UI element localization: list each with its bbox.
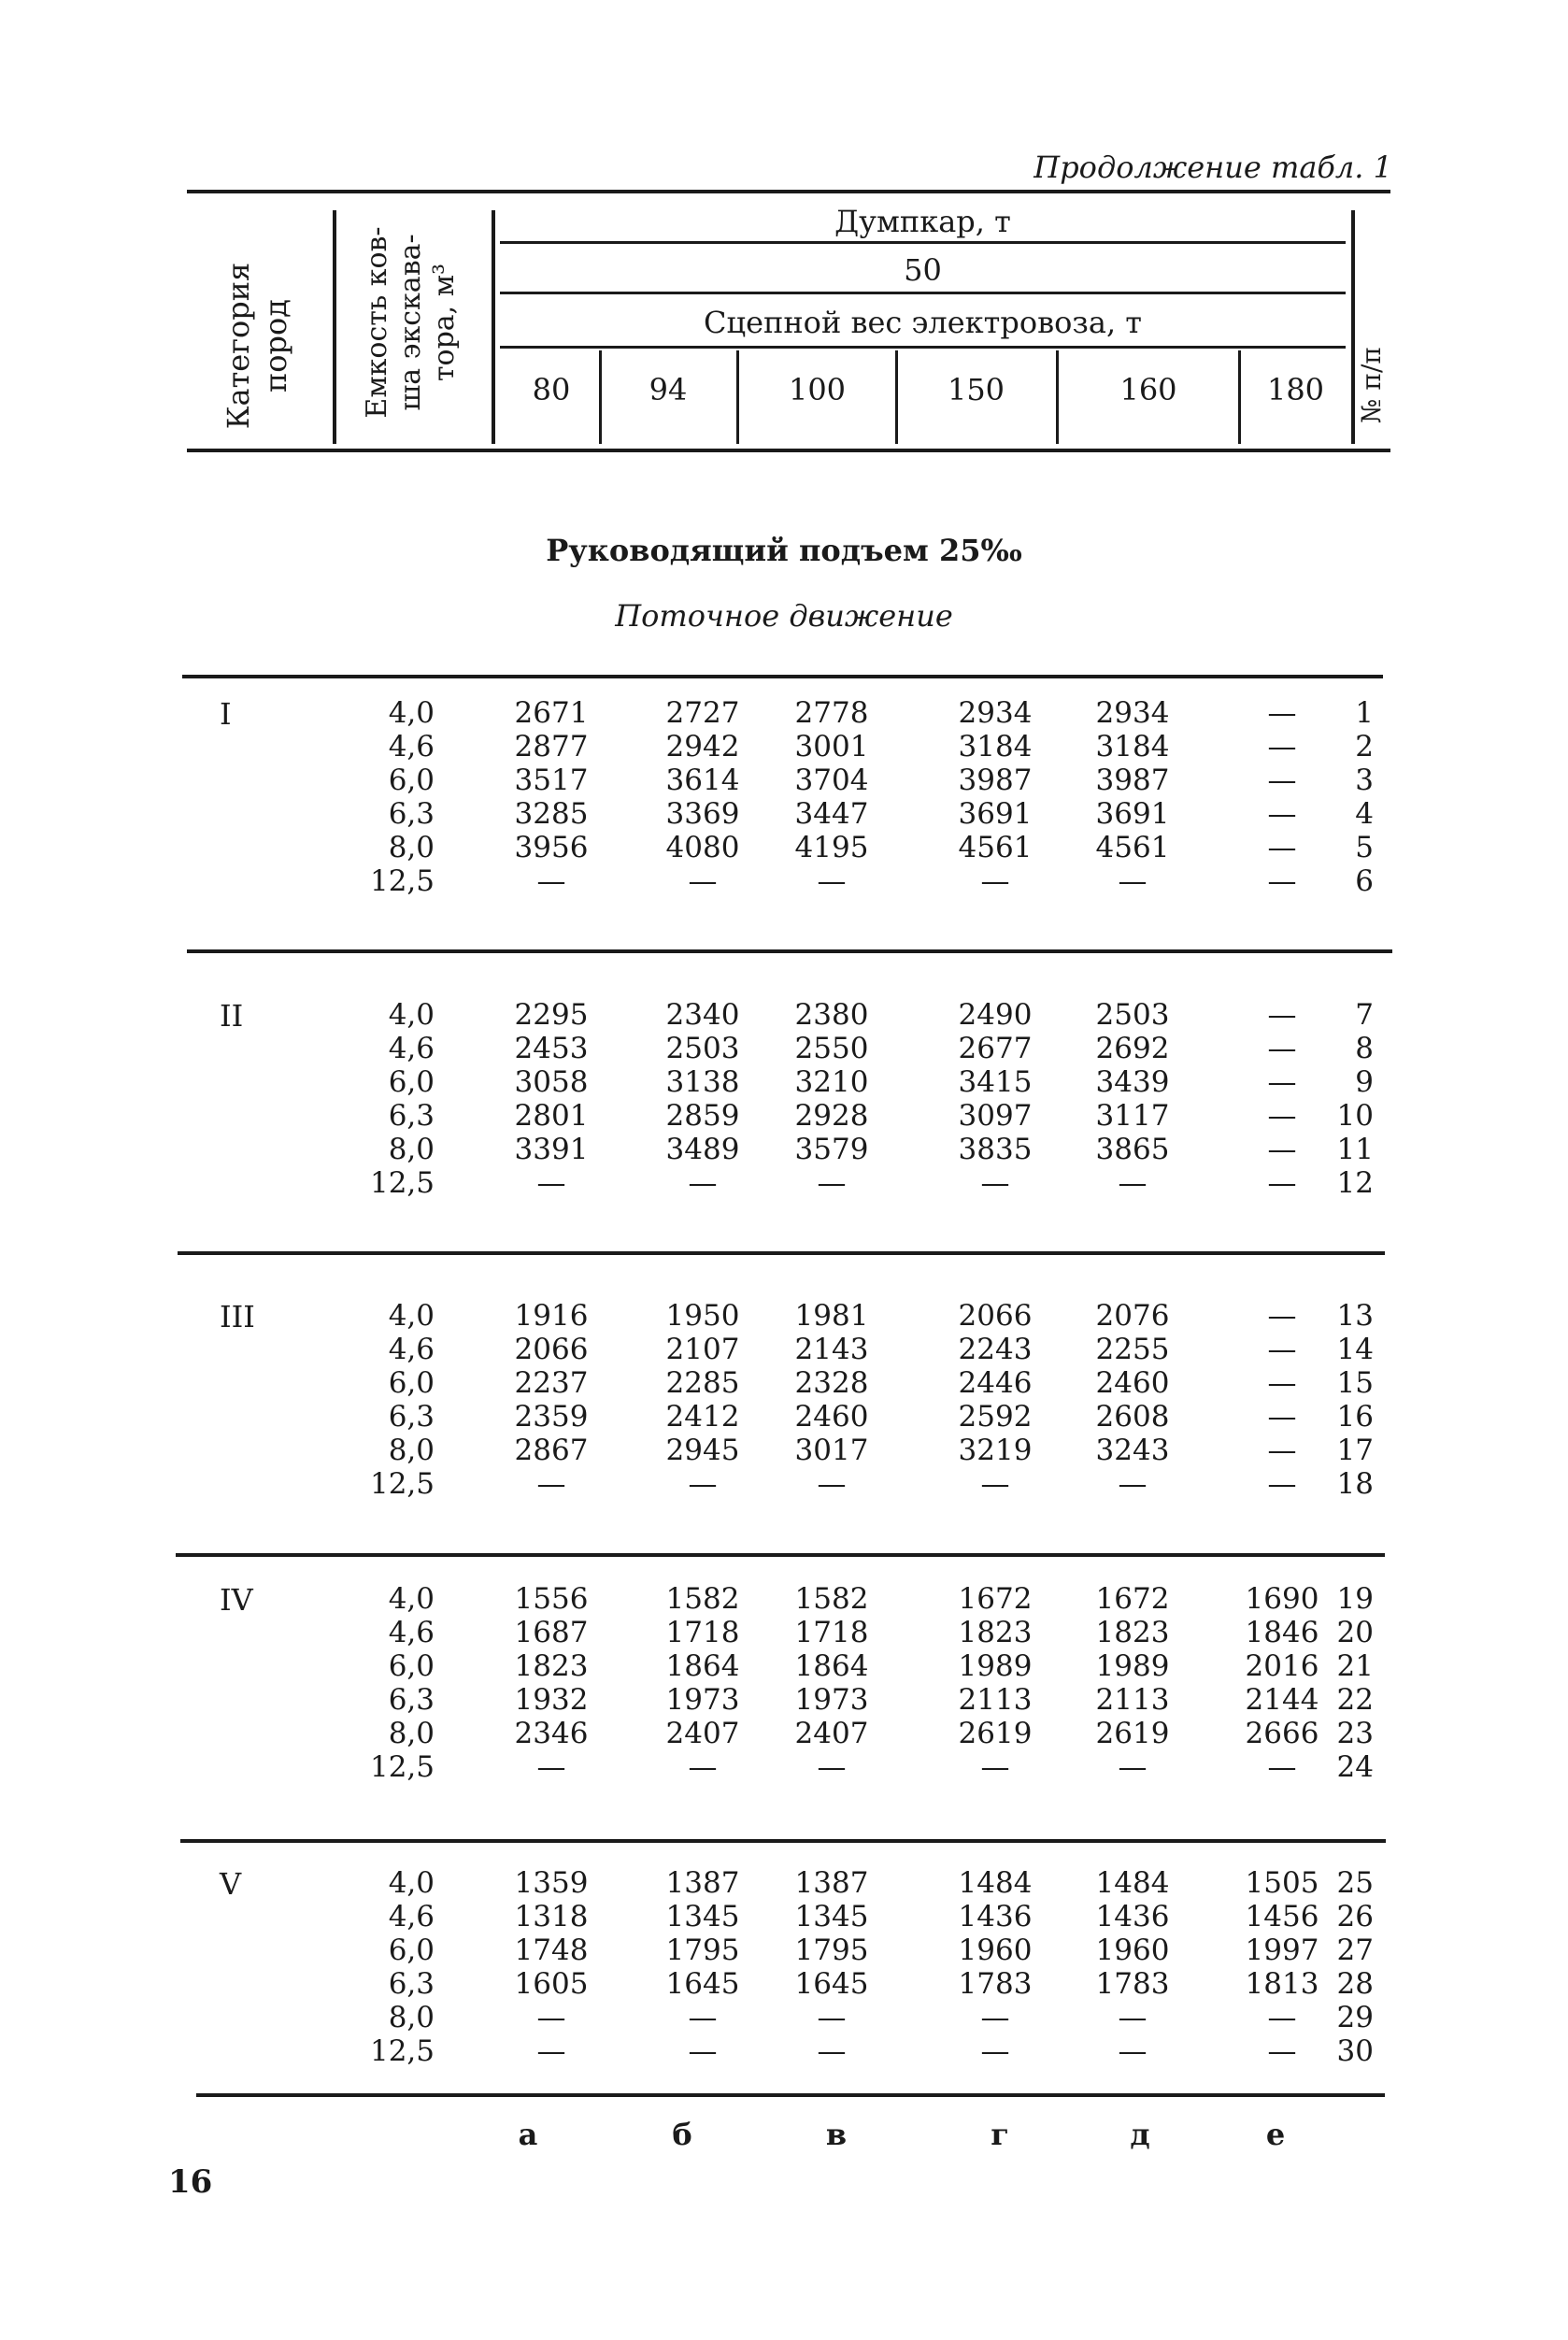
row-number: 9 (1355, 1065, 1374, 1099)
section-title: Руководящий подъем 25‰ (546, 533, 1022, 568)
table-cell: — (1118, 864, 1147, 898)
table-cell: 1672 (958, 1582, 1033, 1616)
table-cell: — (1267, 2034, 1297, 2068)
table-cell: — (1267, 1750, 1297, 1784)
weight-divider (599, 350, 602, 444)
table-cell: — (1267, 1366, 1297, 1400)
table-cell: 3614 (665, 763, 740, 797)
weight-divider (1056, 350, 1059, 444)
table-cell: — (536, 2034, 566, 2068)
weight-divider (895, 350, 898, 444)
table-cell: 3285 (514, 797, 589, 831)
table-cell: 1556 (514, 1582, 589, 1616)
bucket-capacity: 8,0 (388, 2001, 435, 2034)
table-cell: — (817, 1750, 847, 1784)
table-cell: 2243 (958, 1333, 1033, 1366)
bucket-capacity: 6,3 (388, 1967, 435, 2001)
table-cell: 2619 (1095, 1717, 1170, 1750)
table-cell: — (1118, 2034, 1147, 2068)
category-label: III (220, 1299, 255, 1334)
row-number: 7 (1355, 998, 1374, 1032)
group-rule (182, 675, 1383, 678)
table-cell: — (1118, 2001, 1147, 2034)
table-cell: 3439 (1095, 1065, 1170, 1099)
weight-col-header: 150 (947, 372, 1005, 407)
bucket-capacity: 12,5 (369, 2034, 435, 2068)
table-cell: — (536, 1750, 566, 1784)
table-cell: 1436 (1095, 1900, 1170, 1933)
bucket-capacity: 12,5 (369, 1166, 435, 1200)
table-cell: 2608 (1095, 1400, 1170, 1434)
table-cell: 1582 (665, 1582, 740, 1616)
table-cell: 2285 (665, 1366, 740, 1400)
table-cell: — (1267, 1032, 1297, 1065)
table-cell: 1950 (665, 1299, 740, 1333)
table-cell: 3415 (958, 1065, 1033, 1099)
table-cell: 2934 (1095, 696, 1170, 730)
table-cell: 1456 (1245, 1900, 1319, 1933)
table-cell: 1916 (514, 1299, 589, 1333)
table-cell: 1823 (958, 1616, 1033, 1649)
weight-col-header: 80 (532, 372, 571, 407)
table-cell: 1783 (1095, 1967, 1170, 2001)
table-caption: Продолжение табл. 1 (1033, 150, 1392, 185)
row-number: 30 (1336, 2034, 1374, 2068)
bucket-capacity: 6,0 (388, 1933, 435, 1967)
table-cell: 4195 (794, 831, 869, 864)
table-cell: — (817, 1166, 847, 1200)
table-cell: 2412 (665, 1400, 740, 1434)
bucket-capacity: 6,3 (388, 1099, 435, 1133)
weight-col-header: 160 (1119, 372, 1177, 407)
category-header: Категория пород (221, 262, 293, 430)
table-cell: 3058 (514, 1065, 589, 1099)
table-cell: 2346 (514, 1717, 589, 1750)
table-cell: 4561 (1095, 831, 1170, 864)
page-number: 16 (168, 2163, 213, 2201)
row-number: 1 (1355, 696, 1374, 730)
bucket-capacity: 6,0 (388, 1366, 435, 1400)
table-cell: 1436 (958, 1900, 1033, 1933)
table-cell: 1932 (514, 1683, 589, 1717)
table-cell: 3117 (1095, 1099, 1170, 1133)
table-cell: 1484 (958, 1866, 1033, 1900)
column-letter: б (672, 2117, 692, 2152)
table-cell: — (536, 1467, 566, 1501)
table-cell: 2692 (1095, 1032, 1170, 1065)
table-cell: — (1267, 1133, 1297, 1166)
weight-col-header: 94 (649, 372, 688, 407)
table-cell: 2076 (1095, 1299, 1170, 1333)
table-cell: — (1267, 1333, 1297, 1366)
table-cell: 1823 (514, 1649, 589, 1683)
row-number: 15 (1336, 1366, 1374, 1400)
table-cell: 3865 (1095, 1133, 1170, 1166)
bucket-capacity: 12,5 (369, 864, 435, 898)
table-cell: 1582 (794, 1582, 869, 1616)
column-letter: г (991, 2117, 1009, 2152)
bucket-capacity: 8,0 (388, 1717, 435, 1750)
row-number: 19 (1336, 1582, 1374, 1616)
group-rule (187, 949, 1392, 953)
table-cell: 1645 (794, 1967, 869, 2001)
table-cell: — (1267, 1099, 1297, 1133)
table-cell: 2859 (665, 1099, 740, 1133)
row-number: 5 (1355, 831, 1374, 864)
bucket-capacity: 6,3 (388, 1400, 435, 1434)
table-cell: 3704 (794, 763, 869, 797)
row-number: 17 (1336, 1434, 1374, 1467)
table-cell: — (536, 2001, 566, 2034)
weight-label: Сцепной вес электровоза, т (704, 305, 1142, 340)
table-cell: 1997 (1245, 1933, 1319, 1967)
table-cell: 1989 (958, 1649, 1033, 1683)
table-cell: — (817, 2034, 847, 2068)
header-bottom-rule (187, 449, 1390, 452)
table-cell: — (1267, 998, 1297, 1032)
dumpcar-label: Думпкар, т (834, 204, 1011, 239)
row-number: 16 (1336, 1400, 1374, 1434)
header-sub-rule (500, 346, 1346, 349)
number-header: № п/п (1356, 346, 1387, 424)
group-rule (178, 1251, 1385, 1255)
bucket-capacity: 4,0 (388, 1582, 435, 1616)
table-cell: 1359 (514, 1866, 589, 1900)
table-cell: 2113 (1095, 1683, 1170, 1717)
table-cell: — (1118, 1166, 1147, 1200)
table-cell: 2877 (514, 730, 589, 763)
bucket-capacity: 6,0 (388, 763, 435, 797)
table-cell: 1345 (794, 1900, 869, 1933)
bucket-capacity: 4,0 (388, 696, 435, 730)
row-number: 14 (1336, 1333, 1374, 1366)
table-cell: 2928 (794, 1099, 869, 1133)
table-cell: 3391 (514, 1133, 589, 1166)
table-cell: — (1267, 1166, 1297, 1200)
table-cell: — (980, 1467, 1010, 1501)
row-number: 18 (1336, 1467, 1374, 1501)
category-label: II (220, 998, 244, 1034)
table-cell: 3138 (665, 1065, 740, 1099)
table-cell: 3987 (1095, 763, 1170, 797)
bucket-capacity: 4,6 (388, 1900, 435, 1933)
category-label: I (220, 696, 232, 732)
table-cell: 2143 (794, 1333, 869, 1366)
bucket-capacity: 8,0 (388, 831, 435, 864)
table-cell: — (1267, 831, 1297, 864)
table-cell: 2945 (665, 1434, 740, 1467)
row-number: 13 (1336, 1299, 1374, 1333)
table-cell: 3987 (958, 763, 1033, 797)
table-cell: 3447 (794, 797, 869, 831)
table-cell: 2550 (794, 1032, 869, 1065)
table-cell: 1973 (794, 1683, 869, 1717)
table-cell: 3691 (958, 797, 1033, 831)
table-cell: 1718 (794, 1616, 869, 1649)
table-cell: 2066 (958, 1299, 1033, 1333)
table-cell: 3001 (794, 730, 869, 763)
table-cell: 1795 (665, 1933, 740, 1967)
table-cell: 1960 (958, 1933, 1033, 1967)
table-cell: — (536, 1166, 566, 1200)
table-cell: 2107 (665, 1333, 740, 1366)
bucket-capacity: 4,6 (388, 1333, 435, 1366)
table-cell: — (1267, 763, 1297, 797)
table-cell: 1973 (665, 1683, 740, 1717)
table-cell: 2016 (1245, 1649, 1319, 1683)
table-cell: 2407 (665, 1717, 740, 1750)
header-sub-rule (500, 292, 1346, 294)
bucket-capacity: 12,5 (369, 1750, 435, 1784)
table-cell: 2453 (514, 1032, 589, 1065)
table-cell: — (1267, 1299, 1297, 1333)
header-top-rule (187, 190, 1390, 193)
bucket-capacity: 4,0 (388, 998, 435, 1032)
weight-divider (1238, 350, 1241, 444)
row-number: 25 (1336, 1866, 1374, 1900)
table-cell: 2144 (1245, 1683, 1319, 1717)
table-cell: 2727 (665, 696, 740, 730)
table-cell: 3489 (665, 1133, 740, 1166)
table-cell: 2677 (958, 1032, 1033, 1065)
table-cell: 2671 (514, 696, 589, 730)
bucket-capacity: 6,0 (388, 1065, 435, 1099)
table-cell: 1605 (514, 1967, 589, 2001)
section-subtitle: Поточное движение (615, 598, 953, 634)
table-cell: 2942 (665, 730, 740, 763)
table-cell: 2380 (794, 998, 869, 1032)
table-cell: — (688, 2034, 718, 2068)
row-number: 27 (1336, 1933, 1374, 1967)
table-cell: 2328 (794, 1366, 869, 1400)
row-number: 23 (1336, 1717, 1374, 1750)
table-cell: 1846 (1245, 1616, 1319, 1649)
table-cell: — (817, 2001, 847, 2034)
table-cell: — (980, 1166, 1010, 1200)
table-cell: — (1118, 1467, 1147, 1501)
bucket-capacity: 12,5 (369, 1467, 435, 1501)
column-letter: в (825, 2117, 848, 2152)
table-cell: 1864 (665, 1649, 740, 1683)
table-cell: 2113 (958, 1683, 1033, 1717)
bucket-capacity: 4,6 (388, 730, 435, 763)
table-cell: 1981 (794, 1299, 869, 1333)
table-cell: 2490 (958, 998, 1033, 1032)
table-cell: — (980, 864, 1010, 898)
column-letter: е (1265, 2117, 1286, 2152)
bucket-capacity: 8,0 (388, 1434, 435, 1467)
table-cell: 3017 (794, 1434, 869, 1467)
group-rule (176, 1553, 1385, 1557)
bucket-capacity: 8,0 (388, 1133, 435, 1166)
table-cell: 3243 (1095, 1434, 1170, 1467)
table-cell: 1505 (1245, 1866, 1319, 1900)
bucket-capacity: 4,6 (388, 1032, 435, 1065)
table-cell: 1484 (1095, 1866, 1170, 1900)
table-cell: 2503 (1095, 998, 1170, 1032)
table-cell: 3691 (1095, 797, 1170, 831)
group-rule (180, 1839, 1386, 1843)
bucket-capacity: 6,3 (388, 1683, 435, 1717)
table-cell: 2619 (958, 1717, 1033, 1750)
table-cell: — (1267, 1467, 1297, 1501)
table-cell: — (688, 1166, 718, 1200)
table-cell: — (1267, 1400, 1297, 1434)
row-number: 26 (1336, 1900, 1374, 1933)
table-cell: 2237 (514, 1366, 589, 1400)
weight-divider (736, 350, 739, 444)
table-cell: — (980, 2001, 1010, 2034)
row-number: 10 (1336, 1099, 1374, 1133)
table-cell: — (980, 2034, 1010, 2068)
header-divider (333, 210, 336, 444)
table-cell: 4561 (958, 831, 1033, 864)
table-cell: 3369 (665, 797, 740, 831)
table-cell: 2867 (514, 1434, 589, 1467)
table-cell: 3184 (958, 730, 1033, 763)
table-cell: 2340 (665, 998, 740, 1032)
row-number: 6 (1355, 864, 1374, 898)
table-cell: — (1267, 864, 1297, 898)
table-cell: — (817, 864, 847, 898)
row-number: 3 (1355, 763, 1374, 797)
table-cell: 2778 (794, 696, 869, 730)
table-cell: 2295 (514, 998, 589, 1032)
table-cell: — (1267, 2001, 1297, 2034)
table-cell: — (1267, 730, 1297, 763)
table-cell: — (1267, 696, 1297, 730)
table-cell: — (688, 864, 718, 898)
table-cell: 2934 (958, 696, 1033, 730)
weight-col-header: 100 (788, 372, 847, 407)
table-bottom-rule (196, 2093, 1385, 2097)
table-cell: 1387 (794, 1866, 869, 1900)
table-cell: 3579 (794, 1133, 869, 1166)
header-sub-rule (500, 241, 1346, 244)
row-number: 20 (1336, 1616, 1374, 1649)
bucket-capacity: 6,3 (388, 797, 435, 831)
table-cell: 2503 (665, 1032, 740, 1065)
row-number: 29 (1336, 2001, 1374, 2034)
table-cell: — (688, 2001, 718, 2034)
table-cell: 1645 (665, 1967, 740, 2001)
table-cell: 1387 (665, 1866, 740, 1900)
table-cell: 1690 (1245, 1582, 1319, 1616)
table-cell: 2460 (1095, 1366, 1170, 1400)
table-cell: 1795 (794, 1933, 869, 1967)
weight-col-header: 180 (1266, 372, 1325, 407)
bucket-capacity: 4,6 (388, 1616, 435, 1649)
row-number: 28 (1336, 1967, 1374, 2001)
bucket-capacity: 4,0 (388, 1299, 435, 1333)
bucket-capacity: 4,0 (388, 1866, 435, 1900)
table-cell: 3219 (958, 1434, 1033, 1467)
table-cell: 1718 (665, 1616, 740, 1649)
table-cell: 2407 (794, 1717, 869, 1750)
bucket-capacity: 6,0 (388, 1649, 435, 1683)
header-divider (492, 210, 495, 444)
table-cell: 1318 (514, 1900, 589, 1933)
row-number: 11 (1336, 1133, 1374, 1166)
table-cell: 2666 (1245, 1717, 1319, 1750)
table-cell: — (688, 1467, 718, 1501)
table-cell: — (1267, 1434, 1297, 1467)
table-cell: — (817, 1467, 847, 1501)
table-cell: 1864 (794, 1649, 869, 1683)
table-cell: — (536, 864, 566, 898)
category-label: IV (220, 1582, 253, 1618)
table-cell: 1813 (1245, 1967, 1319, 2001)
table-cell: 2460 (794, 1400, 869, 1434)
table-cell: 2446 (958, 1366, 1033, 1400)
column-letter: а (518, 2117, 538, 2152)
row-number: 4 (1355, 797, 1374, 831)
table-cell: 4080 (665, 831, 740, 864)
table-cell: — (1267, 1065, 1297, 1099)
table-cell: 3097 (958, 1099, 1033, 1133)
row-number: 12 (1336, 1166, 1374, 1200)
table-cell: 2066 (514, 1333, 589, 1366)
table-cell: 3956 (514, 831, 589, 864)
table-cell: 3517 (514, 763, 589, 797)
row-number: 8 (1355, 1032, 1374, 1065)
table-cell: 2801 (514, 1099, 589, 1133)
table-cell: — (1267, 797, 1297, 831)
category-label: V (220, 1866, 242, 1902)
row-number: 2 (1355, 730, 1374, 763)
table-cell: 1748 (514, 1933, 589, 1967)
capacity-header: Емкость ков- ша экскава- тора, м³ (361, 226, 461, 419)
table-cell: — (1118, 1750, 1147, 1784)
table-cell: 3210 (794, 1065, 869, 1099)
column-letter: д (1130, 2117, 1150, 2152)
table-cell: — (980, 1750, 1010, 1784)
table-cell: 1989 (1095, 1649, 1170, 1683)
table-cell: 1672 (1095, 1582, 1170, 1616)
row-number: 22 (1336, 1683, 1374, 1717)
table-cell: 3184 (1095, 730, 1170, 763)
table-cell: 2255 (1095, 1333, 1170, 1366)
table-cell: 1687 (514, 1616, 589, 1649)
table-cell: 2592 (958, 1400, 1033, 1434)
table-cell: 1960 (1095, 1933, 1170, 1967)
table-cell: 3835 (958, 1133, 1033, 1166)
dumpcar-value: 50 (904, 252, 942, 288)
table-cell: 1783 (958, 1967, 1033, 2001)
table-cell: 1823 (1095, 1616, 1170, 1649)
row-number: 24 (1336, 1750, 1374, 1784)
table-cell: — (688, 1750, 718, 1784)
table-cell: 1345 (665, 1900, 740, 1933)
row-number: 21 (1336, 1649, 1374, 1683)
table-cell: 2359 (514, 1400, 589, 1434)
